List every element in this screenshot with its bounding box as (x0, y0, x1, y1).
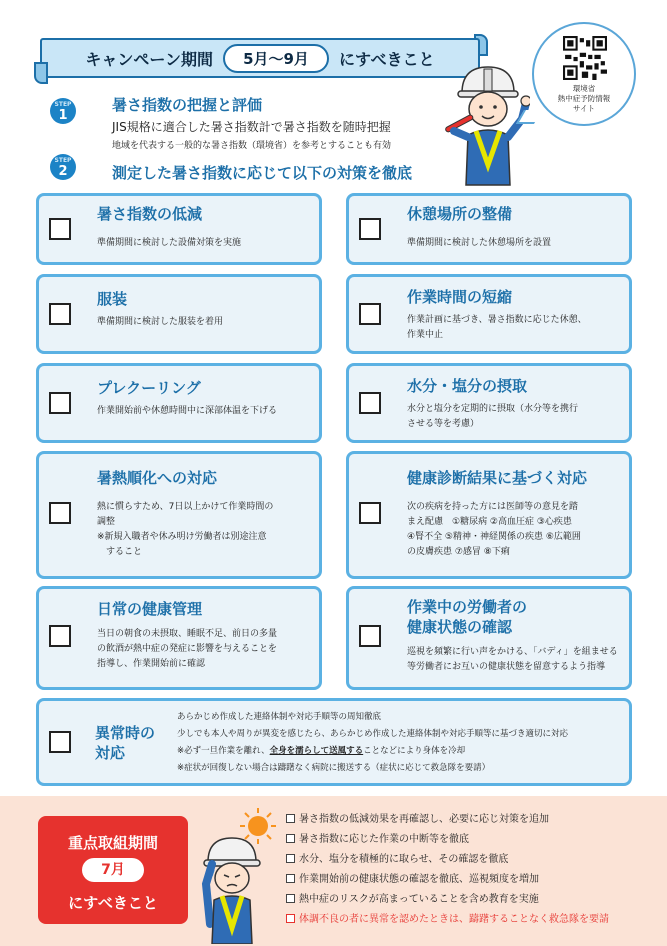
checkbox[interactable] (359, 392, 381, 414)
checkbox[interactable] (49, 218, 71, 240)
card-title: 暑熱順化への対応 (97, 469, 218, 487)
checkbox-icon[interactable] (286, 894, 295, 903)
card-desc (407, 402, 578, 432)
banner-title-suffix: にすべきこと (338, 49, 435, 69)
focus-checklist-item[interactable] (286, 830, 656, 850)
focus-period-suffix: にすべきこと (68, 894, 158, 912)
checkbox-icon[interactable] (286, 874, 295, 883)
card-title: 水分・塩分の摂取 (407, 377, 528, 395)
banner-title (40, 38, 480, 78)
card-desc-line: 作業計画に基づき、暑さ指数に応じた休憩、 (407, 315, 587, 325)
qr-label-line1: 環境省 (572, 84, 596, 93)
card-title-line2: 対応 (95, 744, 126, 762)
focus-checklist (286, 810, 656, 930)
focus-month-badge: 7月 (82, 858, 144, 882)
sun-icon (240, 808, 276, 844)
card-title (95, 723, 155, 763)
card-desc (407, 236, 551, 251)
checkbox[interactable] (359, 625, 381, 647)
step-1-title: 暑さ指数の把握と評価 (112, 96, 263, 114)
card-water-salt (346, 363, 632, 443)
desc-text: ※必ず一旦作業を離れ、 (177, 746, 270, 756)
card-title: プレクーリング (97, 379, 201, 397)
focus-checklist-item[interactable] (286, 810, 656, 830)
item-text: 暑さ指数の低減効果を再確認し、必要に応じ対策を追加 (299, 814, 549, 825)
card-title: 日常の健康管理 (97, 600, 203, 618)
card-desc (407, 645, 618, 675)
checkbox[interactable] (49, 502, 71, 524)
qr-code-icon[interactable] (563, 36, 607, 80)
item-text: 水分、塩分を積極的に取らせ、その確認を徹底 (299, 854, 509, 865)
focus-period-section (0, 796, 667, 946)
checkbox[interactable] (49, 625, 71, 647)
card-worker-condition (346, 586, 632, 690)
step-2-title: 測定した暑さ指数に応じて以下の対策を徹底 (112, 164, 413, 182)
focus-period-box (38, 816, 188, 924)
item-text: 体調不良の者に異常を認めたときは、躊躇することなく救急隊を要請 (299, 914, 609, 925)
step-1-sub: 地域を代表する一般的な暑さ指数（環境省）を参考とすることも有効 (112, 141, 392, 151)
card-desc (97, 627, 277, 672)
step-1-badge (50, 98, 76, 124)
focus-period-label: 重点取組期間 (67, 834, 158, 852)
card-desc (407, 313, 587, 343)
card-rest-area (346, 193, 632, 265)
card-title-line1: 作業中の労働者の (407, 598, 528, 616)
card-desc-line: 等労働者にお互いの健康状態を留意するよう指導 (407, 662, 606, 672)
card-desc (177, 709, 568, 777)
step-2-number: 2 (58, 164, 68, 179)
checkbox[interactable] (49, 731, 71, 753)
card-desc-line: あらかじめ作成した連絡体制や対応手順等の周知徹底 (177, 712, 382, 722)
card-title: 健康診断結果に基づく対応 (407, 469, 588, 487)
card-title: 休憩場所の整備 (407, 205, 513, 223)
card-desc-line: 巡視を頻繁に行い声をかける、「バディ」を組ませる (407, 647, 618, 657)
worker-illustration-bottom (196, 804, 278, 944)
card-title: 作業時間の短縮 (407, 288, 513, 306)
card-desc-line: ※新規入職者や休み明け労働者は別途注意 (97, 532, 267, 542)
card-desc-line: ※症状が回復しない場合は躊躇なく病院に搬送する（症状に応じて救急隊を要請） (177, 763, 491, 773)
step-2-badge (50, 154, 76, 180)
worker-illustration-top (440, 55, 530, 195)
card-desc-line: の皮膚疾患 ⑦感冒 ⑧下痢 (407, 547, 510, 557)
checkbox-icon[interactable] (286, 814, 295, 823)
card-desc-line: 作業開始前や休憩時間中に深部体温を下げる (97, 406, 278, 416)
card-heat-index-reduction (36, 193, 322, 265)
card-desc (97, 315, 223, 330)
card-title-line2: 健康状態の確認 (407, 618, 513, 636)
focus-checklist-item[interactable] (286, 870, 656, 890)
card-title (407, 597, 527, 637)
checkbox[interactable] (359, 218, 381, 240)
card-desc-line: させる等を考慮） (407, 419, 480, 429)
desc-emphasis: 全身を濡らして送風する (269, 746, 364, 756)
campaign-period-badge: 5月〜9月 (223, 44, 329, 73)
card-desc (97, 500, 273, 560)
card-desc-line: 少しでも本人や周りが異変を感じたら、あらかじめ作成した連絡体制や対応手順等に基づき適切に対応 (177, 729, 569, 739)
card-clothing (36, 274, 322, 354)
card-desc-line: 熱に慣らすため、7日以上かけて作業時間の (97, 502, 274, 512)
card-desc-line: 準備期間に検討した休憩場所を設置 (407, 238, 552, 248)
card-daily-health (36, 586, 322, 690)
step-1-word: STEP (54, 101, 72, 108)
item-text: 熱中症のリスクが高まっていることを含め教育を実施 (299, 894, 539, 905)
qr-label-line3: サイト (573, 104, 595, 113)
card-desc-line: 準備期間に検討した服装を着用 (97, 317, 224, 327)
card-desc-line: 指導し、作業開始前に確認 (97, 659, 206, 669)
card-desc-line: 次の疾病を持った方には医師等の意見を踏 (407, 502, 579, 512)
checkbox-icon[interactable] (286, 834, 295, 843)
step-2-word: STEP (54, 157, 72, 164)
card-desc-line: の飲酒が熱中症の発症に影響を与えることを (97, 644, 278, 654)
card-emergency-response (36, 698, 632, 786)
card-pre-cooling (36, 363, 322, 443)
card-desc (97, 236, 241, 251)
checkbox[interactable] (49, 392, 71, 414)
campaign-banner (40, 34, 480, 84)
card-desc-line (177, 743, 568, 760)
card-desc-line: すること (97, 547, 143, 557)
desc-text: ことなどにより身体を冷却 (363, 746, 466, 756)
card-desc-line: 準備期間に検討した設備対策を実施 (97, 238, 242, 248)
card-desc-line: ④腎不全 ⑤精神・神経関係の疾患 ⑥広範囲 (407, 532, 581, 542)
step-1-number: 1 (58, 108, 68, 123)
item-text: 暑さ指数に応じた作業の中断等を徹底 (299, 834, 469, 845)
card-desc-line: 調整 (97, 517, 116, 527)
card-desc-line: 作業中止 (407, 330, 444, 340)
focus-checklist-item[interactable] (286, 890, 656, 910)
card-title-line1: 異常時の (95, 724, 156, 742)
card-desc-line: 当日の朝食の未摂取、睡眠不足、前日の多量 (97, 629, 278, 639)
card-title: 服装 (97, 290, 128, 308)
focus-checklist-item[interactable] (286, 850, 656, 870)
qr-label-line2: 熱中症予防情報 (557, 94, 611, 103)
checkbox[interactable] (359, 303, 381, 325)
card-desc-line: まえ配慮 ①糖尿病 ②高血圧症 ③心疾患 (407, 517, 572, 527)
card-desc-line: 水分と塩分を定期的に摂取（水分等を携行 (407, 404, 579, 414)
card-desc (407, 500, 581, 560)
card-health-checkup (346, 451, 632, 579)
focus-checklist-item-urgent[interactable] (286, 910, 656, 930)
checkbox[interactable] (49, 303, 71, 325)
card-work-hours (346, 274, 632, 354)
banner-title-prefix: キャンペーン期間 (85, 49, 214, 69)
checkbox[interactable] (359, 502, 381, 524)
checkbox-icon[interactable] (286, 854, 295, 863)
qr-label (534, 84, 634, 114)
step-1-desc: JIS規格に適合した暑さ指数計で暑さ指数を随時把握 (112, 120, 391, 134)
card-desc (97, 404, 277, 419)
item-text: 作業開始前の健康状態の確認を徹底、巡視頻度を増加 (299, 874, 539, 885)
card-title: 暑さ指数の低減 (97, 205, 203, 223)
card-heat-acclimatization (36, 451, 322, 579)
qr-bubble[interactable] (532, 22, 636, 126)
checkbox-icon[interactable] (286, 914, 295, 923)
